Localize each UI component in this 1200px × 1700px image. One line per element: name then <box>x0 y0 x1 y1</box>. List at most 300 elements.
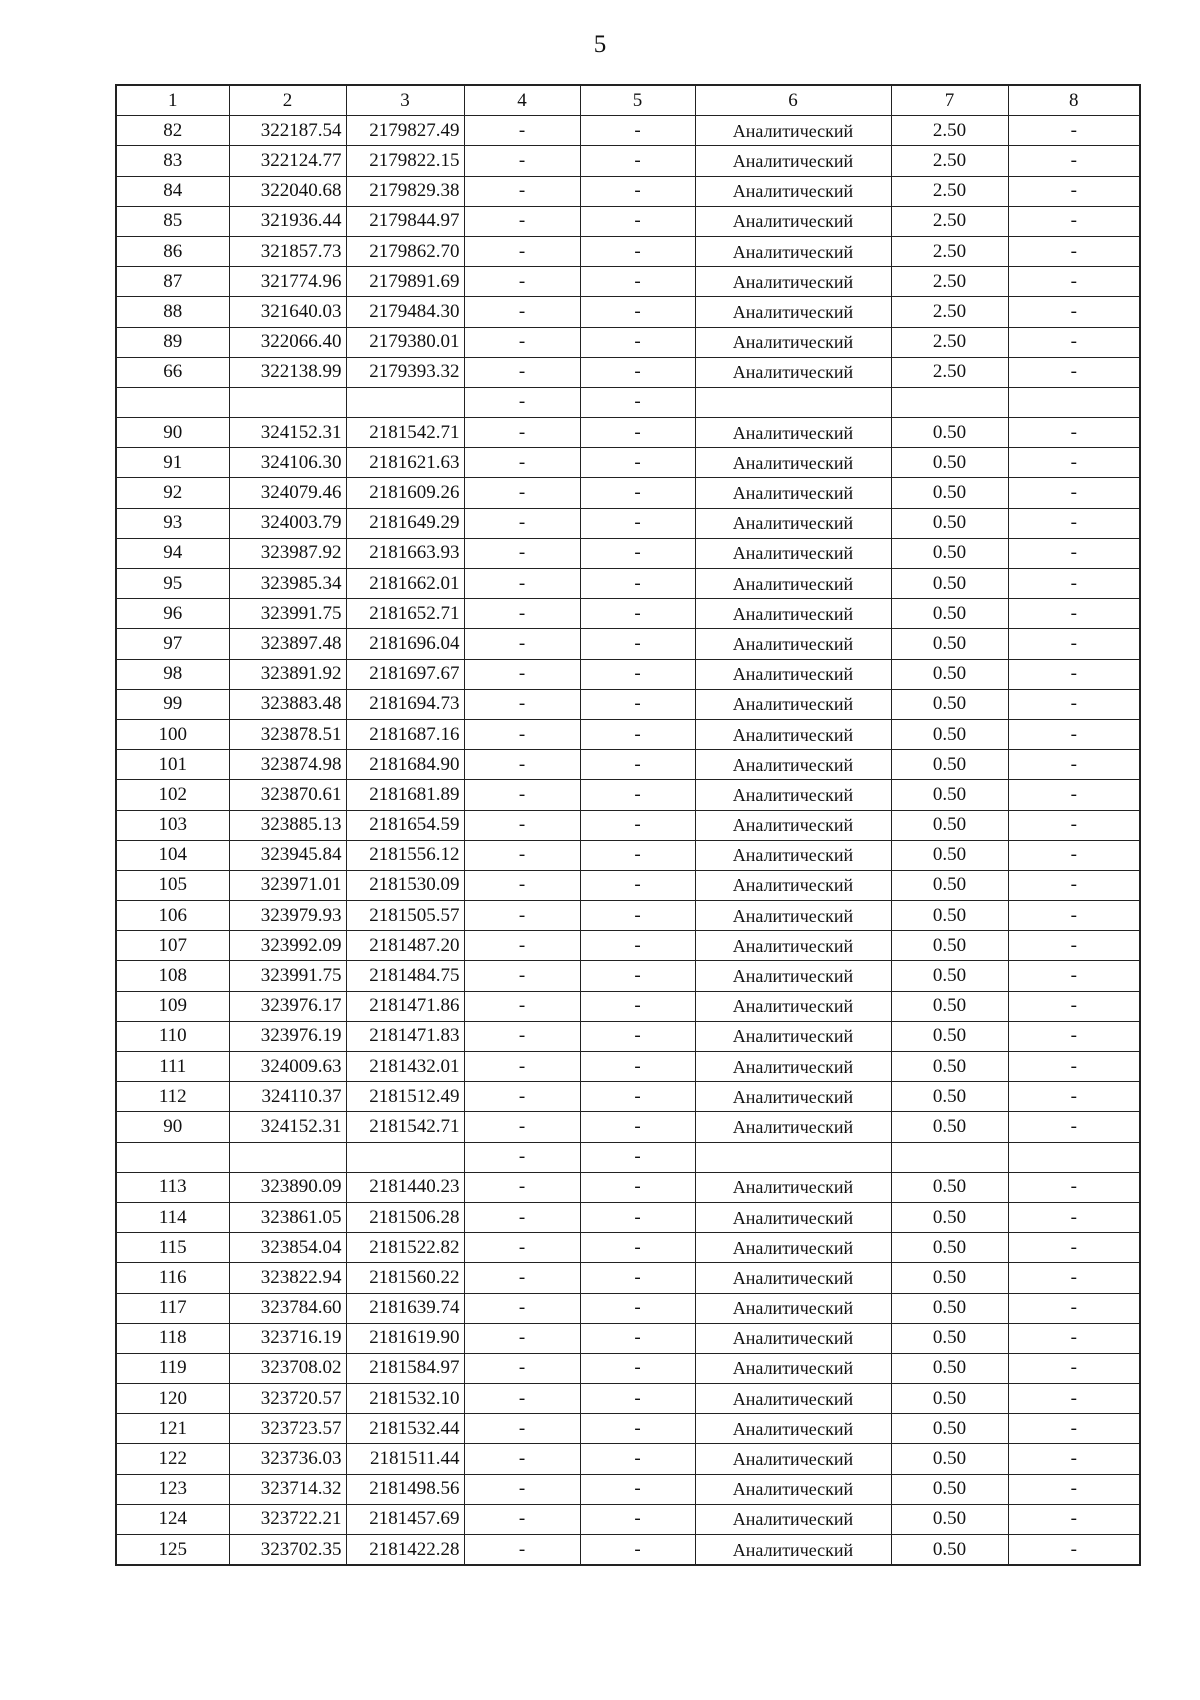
table-body <box>116 116 1140 1566</box>
column-4-cell: - <box>464 418 580 448</box>
accuracy-cell: 2.50 <box>891 357 1008 387</box>
y-coordinate-cell: 2181696.04 <box>346 629 464 659</box>
x-coordinate-cell: 324106.30 <box>229 448 346 478</box>
table-row <box>116 357 1140 387</box>
point-number-cell: 104 <box>116 840 229 870</box>
column-5-cell: - <box>580 1535 695 1566</box>
column-4-cell: - <box>464 1444 580 1474</box>
column-8-cell: - <box>1008 750 1140 780</box>
accuracy-cell: 0.50 <box>891 478 1008 508</box>
point-number-cell: 89 <box>116 327 229 357</box>
point-number-cell: 66 <box>116 357 229 387</box>
column-8-cell: - <box>1008 569 1140 599</box>
header-cell: 7 <box>891 85 1008 116</box>
table-row <box>116 1474 1140 1504</box>
x-coordinate-cell: 323979.93 <box>229 901 346 931</box>
accuracy-cell: 0.50 <box>891 508 1008 538</box>
column-8-cell: - <box>1008 1474 1140 1504</box>
point-number-cell: 111 <box>116 1052 229 1082</box>
table-row <box>116 1444 1140 1474</box>
column-4-cell: - <box>464 961 580 991</box>
y-coordinate-cell: 2181681.89 <box>346 780 464 810</box>
column-5-cell: - <box>580 1052 695 1082</box>
accuracy-cell: 0.50 <box>891 448 1008 478</box>
column-5-cell: - <box>580 1142 695 1172</box>
method-cell: Аналитический <box>695 418 891 448</box>
column-8-cell: - <box>1008 1172 1140 1202</box>
table-row <box>116 327 1140 357</box>
table-row <box>116 418 1140 448</box>
y-coordinate-cell <box>346 1142 464 1172</box>
method-cell: Аналитический <box>695 1263 891 1293</box>
table-row <box>116 1233 1140 1263</box>
point-number-cell: 124 <box>116 1504 229 1534</box>
header-cell: 1 <box>116 85 229 116</box>
header-cell: 5 <box>580 85 695 116</box>
y-coordinate-cell: 2181556.12 <box>346 840 464 870</box>
accuracy-cell: 0.50 <box>891 689 1008 719</box>
x-coordinate-cell: 322124.77 <box>229 146 346 176</box>
accuracy-cell: 0.50 <box>891 780 1008 810</box>
method-cell: Аналитический <box>695 840 891 870</box>
table-row <box>116 1504 1140 1534</box>
column-4-cell: - <box>464 448 580 478</box>
accuracy-cell <box>891 1142 1008 1172</box>
method-cell: Аналитический <box>695 1052 891 1082</box>
table-row <box>116 1384 1140 1414</box>
column-8-cell: - <box>1008 629 1140 659</box>
column-4-cell: - <box>464 297 580 327</box>
column-5-cell: - <box>580 1444 695 1474</box>
method-cell: Аналитический <box>695 750 891 780</box>
column-8-cell: - <box>1008 478 1140 508</box>
method-cell: Аналитический <box>695 629 891 659</box>
accuracy-cell: 0.50 <box>891 1384 1008 1414</box>
x-coordinate-cell <box>229 387 346 417</box>
accuracy-cell: 2.50 <box>891 206 1008 236</box>
column-4-cell: - <box>464 116 580 146</box>
accuracy-cell: 0.50 <box>891 750 1008 780</box>
point-number-cell: 88 <box>116 297 229 327</box>
point-number-cell: 83 <box>116 146 229 176</box>
y-coordinate-cell: 2181422.28 <box>346 1535 464 1566</box>
column-4-cell: - <box>464 538 580 568</box>
accuracy-cell: 0.50 <box>891 1444 1008 1474</box>
column-4-cell: - <box>464 1142 580 1172</box>
x-coordinate-cell: 323991.75 <box>229 599 346 629</box>
x-coordinate-cell: 323883.48 <box>229 689 346 719</box>
column-4-cell: - <box>464 1052 580 1082</box>
accuracy-cell: 0.50 <box>891 1112 1008 1142</box>
header-cell: 8 <box>1008 85 1140 116</box>
column-4-cell: - <box>464 870 580 900</box>
x-coordinate-cell: 323723.57 <box>229 1414 346 1444</box>
y-coordinate-cell: 2181584.97 <box>346 1353 464 1383</box>
method-cell: Аналитический <box>695 780 891 810</box>
column-5-cell: - <box>580 931 695 961</box>
column-4-cell: - <box>464 750 580 780</box>
column-5-cell: - <box>580 780 695 810</box>
table-row <box>116 1112 1140 1142</box>
accuracy-cell: 2.50 <box>891 116 1008 146</box>
table-row <box>116 870 1140 900</box>
point-number-cell: 113 <box>116 1172 229 1202</box>
table-row <box>116 931 1140 961</box>
table-row <box>116 1323 1140 1353</box>
table-row <box>116 599 1140 629</box>
accuracy-cell: 0.50 <box>891 1535 1008 1566</box>
accuracy-cell: 0.50 <box>891 1172 1008 1202</box>
x-coordinate-cell: 323878.51 <box>229 719 346 749</box>
column-8-cell: - <box>1008 901 1140 931</box>
column-8-cell: - <box>1008 146 1140 176</box>
header-cell: 4 <box>464 85 580 116</box>
x-coordinate-cell: 324110.37 <box>229 1082 346 1112</box>
point-number-cell: 84 <box>116 176 229 206</box>
y-coordinate-cell: 2179822.15 <box>346 146 464 176</box>
column-5-cell: - <box>580 1172 695 1202</box>
accuracy-cell: 0.50 <box>891 1202 1008 1232</box>
column-4-cell: - <box>464 1172 580 1202</box>
accuracy-cell: 2.50 <box>891 176 1008 206</box>
x-coordinate-cell: 323885.13 <box>229 810 346 840</box>
point-number-cell <box>116 387 229 417</box>
column-8-cell: - <box>1008 508 1140 538</box>
y-coordinate-cell: 2179844.97 <box>346 206 464 236</box>
point-number-cell: 114 <box>116 1202 229 1232</box>
column-8-cell: - <box>1008 538 1140 568</box>
x-coordinate-cell: 323708.02 <box>229 1353 346 1383</box>
column-8-cell: - <box>1008 780 1140 810</box>
column-8-cell: - <box>1008 1384 1140 1414</box>
y-coordinate-cell: 2181663.93 <box>346 538 464 568</box>
point-number-cell: 118 <box>116 1323 229 1353</box>
x-coordinate-cell: 324152.31 <box>229 418 346 448</box>
y-coordinate-cell: 2181649.29 <box>346 508 464 538</box>
column-5-cell: - <box>580 840 695 870</box>
method-cell: Аналитический <box>695 931 891 961</box>
column-5-cell: - <box>580 750 695 780</box>
column-8-cell: - <box>1008 1414 1140 1444</box>
column-5-cell: - <box>580 357 695 387</box>
point-number-cell: 109 <box>116 991 229 1021</box>
method-cell <box>695 1142 891 1172</box>
table-row <box>116 719 1140 749</box>
accuracy-cell: 0.50 <box>891 961 1008 991</box>
table-row <box>116 1293 1140 1323</box>
column-8-cell: - <box>1008 448 1140 478</box>
accuracy-cell: 0.50 <box>891 538 1008 568</box>
x-coordinate-cell: 321774.96 <box>229 267 346 297</box>
column-8-cell: - <box>1008 1444 1140 1474</box>
x-coordinate-cell: 323891.92 <box>229 659 346 689</box>
y-coordinate-cell: 2181512.49 <box>346 1082 464 1112</box>
table-row <box>116 1021 1140 1051</box>
method-cell: Аналитический <box>695 991 891 1021</box>
header-cell: 3 <box>346 85 464 116</box>
column-5-cell: - <box>580 1112 695 1142</box>
method-cell: Аналитический <box>695 659 891 689</box>
column-4-cell: - <box>464 1021 580 1051</box>
point-number-cell: 87 <box>116 267 229 297</box>
column-5-cell: - <box>580 1384 695 1414</box>
x-coordinate-cell: 322040.68 <box>229 176 346 206</box>
point-number-cell: 119 <box>116 1353 229 1383</box>
column-4-cell: - <box>464 206 580 236</box>
column-4-cell: - <box>464 1263 580 1293</box>
y-coordinate-cell: 2181506.28 <box>346 1202 464 1232</box>
column-8-cell: - <box>1008 1535 1140 1566</box>
table-row <box>116 448 1140 478</box>
column-8-cell: - <box>1008 1233 1140 1263</box>
y-coordinate-cell: 2181687.16 <box>346 719 464 749</box>
x-coordinate-cell: 323870.61 <box>229 780 346 810</box>
x-coordinate-cell: 323716.19 <box>229 1323 346 1353</box>
column-5-cell: - <box>580 1202 695 1232</box>
table-row <box>116 236 1140 266</box>
accuracy-cell: 0.50 <box>891 870 1008 900</box>
accuracy-cell: 2.50 <box>891 236 1008 266</box>
column-8-cell: - <box>1008 357 1140 387</box>
method-cell: Аналитический <box>695 206 891 236</box>
point-number-cell: 112 <box>116 1082 229 1112</box>
column-4-cell: - <box>464 1474 580 1504</box>
x-coordinate-cell: 323874.98 <box>229 750 346 780</box>
y-coordinate-cell: 2181511.44 <box>346 1444 464 1474</box>
column-5-cell: - <box>580 719 695 749</box>
x-coordinate-cell: 323976.19 <box>229 1021 346 1051</box>
accuracy-cell: 0.50 <box>891 901 1008 931</box>
point-number-cell: 95 <box>116 569 229 599</box>
y-coordinate-cell: 2181619.90 <box>346 1323 464 1353</box>
point-number-cell: 100 <box>116 719 229 749</box>
x-coordinate-cell: 323991.75 <box>229 961 346 991</box>
header-cell: 6 <box>695 85 891 116</box>
accuracy-cell <box>891 387 1008 417</box>
method-cell: Аналитический <box>695 1535 891 1566</box>
y-coordinate-cell: 2181542.71 <box>346 418 464 448</box>
x-coordinate-cell: 324009.63 <box>229 1052 346 1082</box>
column-4-cell: - <box>464 1323 580 1353</box>
x-coordinate-cell: 324079.46 <box>229 478 346 508</box>
column-8-cell: - <box>1008 297 1140 327</box>
x-coordinate-cell: 322138.99 <box>229 357 346 387</box>
x-coordinate-cell: 324003.79 <box>229 508 346 538</box>
accuracy-cell: 0.50 <box>891 1293 1008 1323</box>
method-cell: Аналитический <box>695 116 891 146</box>
method-cell: Аналитический <box>695 448 891 478</box>
column-8-cell: - <box>1008 1353 1140 1383</box>
point-number-cell: 108 <box>116 961 229 991</box>
point-number-cell: 91 <box>116 448 229 478</box>
point-number-cell: 125 <box>116 1535 229 1566</box>
point-number-cell: 121 <box>116 1414 229 1444</box>
column-5-cell: - <box>580 1504 695 1534</box>
accuracy-cell: 0.50 <box>891 991 1008 1021</box>
column-8-cell: - <box>1008 840 1140 870</box>
y-coordinate-cell: 2181530.09 <box>346 870 464 900</box>
method-cell: Аналитический <box>695 1444 891 1474</box>
accuracy-cell: 0.50 <box>891 569 1008 599</box>
table-row <box>116 478 1140 508</box>
column-5-cell: - <box>580 870 695 900</box>
table-row <box>116 629 1140 659</box>
x-coordinate-cell: 323722.21 <box>229 1504 346 1534</box>
column-5-cell: - <box>580 448 695 478</box>
accuracy-cell: 0.50 <box>891 1474 1008 1504</box>
accuracy-cell: 0.50 <box>891 931 1008 961</box>
table-row <box>116 1263 1140 1293</box>
column-4-cell: - <box>464 1504 580 1534</box>
y-coordinate-cell: 2181432.01 <box>346 1052 464 1082</box>
column-4-cell: - <box>464 599 580 629</box>
method-cell: Аналитический <box>695 236 891 266</box>
column-5-cell: - <box>580 901 695 931</box>
x-coordinate-cell: 323736.03 <box>229 1444 346 1474</box>
y-coordinate-cell: 2179891.69 <box>346 267 464 297</box>
column-4-cell: - <box>464 146 580 176</box>
column-4-cell: - <box>464 1535 580 1566</box>
table-row <box>116 961 1140 991</box>
table-row <box>116 750 1140 780</box>
column-4-cell: - <box>464 931 580 961</box>
y-coordinate-cell: 2181609.26 <box>346 478 464 508</box>
y-coordinate-cell: 2181684.90 <box>346 750 464 780</box>
accuracy-cell: 0.50 <box>891 1052 1008 1082</box>
accuracy-cell: 0.50 <box>891 1233 1008 1263</box>
column-8-cell: - <box>1008 659 1140 689</box>
y-coordinate-cell: 2181498.56 <box>346 1474 464 1504</box>
column-8-cell: - <box>1008 418 1140 448</box>
y-coordinate-cell: 2181487.20 <box>346 931 464 961</box>
column-4-cell: - <box>464 1384 580 1414</box>
method-cell: Аналитический <box>695 508 891 538</box>
accuracy-cell: 0.50 <box>891 840 1008 870</box>
point-number-cell: 94 <box>116 538 229 568</box>
y-coordinate-cell: 2181471.83 <box>346 1021 464 1051</box>
point-number-cell: 115 <box>116 1233 229 1263</box>
x-coordinate-cell: 323854.04 <box>229 1233 346 1263</box>
column-8-cell: - <box>1008 870 1140 900</box>
point-number-cell: 98 <box>116 659 229 689</box>
x-coordinate-cell: 321936.44 <box>229 206 346 236</box>
method-cell: Аналитический <box>695 599 891 629</box>
point-number-cell: 86 <box>116 236 229 266</box>
column-8-cell: - <box>1008 236 1140 266</box>
column-8-cell: - <box>1008 961 1140 991</box>
method-cell: Аналитический <box>695 538 891 568</box>
method-cell: Аналитический <box>695 870 891 900</box>
y-coordinate-cell: 2181471.86 <box>346 991 464 1021</box>
column-5-cell: - <box>580 387 695 417</box>
accuracy-cell: 0.50 <box>891 1353 1008 1383</box>
column-4-cell: - <box>464 1082 580 1112</box>
y-coordinate-cell: 2181654.59 <box>346 810 464 840</box>
point-number-cell: 82 <box>116 116 229 146</box>
method-cell: Аналитический <box>695 176 891 206</box>
x-coordinate-cell: 323720.57 <box>229 1384 346 1414</box>
column-5-cell: - <box>580 1233 695 1263</box>
column-8-cell: - <box>1008 1021 1140 1051</box>
method-cell: Аналитический <box>695 1233 891 1263</box>
column-8-cell: - <box>1008 176 1140 206</box>
column-5-cell: - <box>580 1414 695 1444</box>
x-coordinate-cell: 323861.05 <box>229 1202 346 1232</box>
column-5-cell: - <box>580 206 695 236</box>
table-row <box>116 780 1140 810</box>
x-coordinate-cell: 323976.17 <box>229 991 346 1021</box>
point-number-cell: 105 <box>116 870 229 900</box>
x-coordinate-cell: 323897.48 <box>229 629 346 659</box>
table-row <box>116 116 1140 146</box>
column-5-cell: - <box>580 146 695 176</box>
header-cell: 2 <box>229 85 346 116</box>
table-row <box>116 1142 1140 1172</box>
point-number-cell: 123 <box>116 1474 229 1504</box>
column-4-cell: - <box>464 629 580 659</box>
column-4-cell: - <box>464 236 580 266</box>
column-4-cell: - <box>464 569 580 599</box>
point-number-cell: 99 <box>116 689 229 719</box>
column-5-cell: - <box>580 327 695 357</box>
x-coordinate-cell: 322066.40 <box>229 327 346 357</box>
column-8-cell: - <box>1008 1504 1140 1534</box>
point-number-cell: 116 <box>116 1263 229 1293</box>
point-number-cell: 103 <box>116 810 229 840</box>
table-row <box>116 1535 1140 1566</box>
table-row <box>116 1353 1140 1383</box>
column-4-cell: - <box>464 810 580 840</box>
table-row <box>116 267 1140 297</box>
point-number-cell: 122 <box>116 1444 229 1474</box>
point-number-cell: 96 <box>116 599 229 629</box>
accuracy-cell: 0.50 <box>891 629 1008 659</box>
x-coordinate-cell: 323890.09 <box>229 1172 346 1202</box>
accuracy-cell: 2.50 <box>891 267 1008 297</box>
column-8-cell: - <box>1008 267 1140 297</box>
column-8-cell <box>1008 1142 1140 1172</box>
x-coordinate-cell: 323822.94 <box>229 1263 346 1293</box>
column-5-cell: - <box>580 538 695 568</box>
column-5-cell: - <box>580 961 695 991</box>
accuracy-cell: 0.50 <box>891 1504 1008 1534</box>
column-8-cell: - <box>1008 931 1140 961</box>
table-row <box>116 1414 1140 1444</box>
column-8-cell: - <box>1008 1323 1140 1353</box>
y-coordinate-cell: 2181560.22 <box>346 1263 464 1293</box>
method-cell: Аналитический <box>695 1293 891 1323</box>
column-4-cell: - <box>464 1353 580 1383</box>
column-8-cell: - <box>1008 689 1140 719</box>
y-coordinate-cell: 2181662.01 <box>346 569 464 599</box>
y-coordinate-cell: 2179484.30 <box>346 297 464 327</box>
accuracy-cell: 0.50 <box>891 418 1008 448</box>
column-4-cell: - <box>464 357 580 387</box>
column-5-cell: - <box>580 1474 695 1504</box>
y-coordinate-cell: 2179393.32 <box>346 357 464 387</box>
accuracy-cell: 0.50 <box>891 719 1008 749</box>
table-row <box>116 297 1140 327</box>
x-coordinate-cell: 321857.73 <box>229 236 346 266</box>
point-number-cell: 85 <box>116 206 229 236</box>
column-4-cell: - <box>464 991 580 1021</box>
column-4-cell: - <box>464 267 580 297</box>
method-cell: Аналитический <box>695 901 891 931</box>
method-cell: Аналитический <box>695 961 891 991</box>
table-row <box>116 387 1140 417</box>
accuracy-cell: 0.50 <box>891 599 1008 629</box>
method-cell: Аналитический <box>695 1353 891 1383</box>
